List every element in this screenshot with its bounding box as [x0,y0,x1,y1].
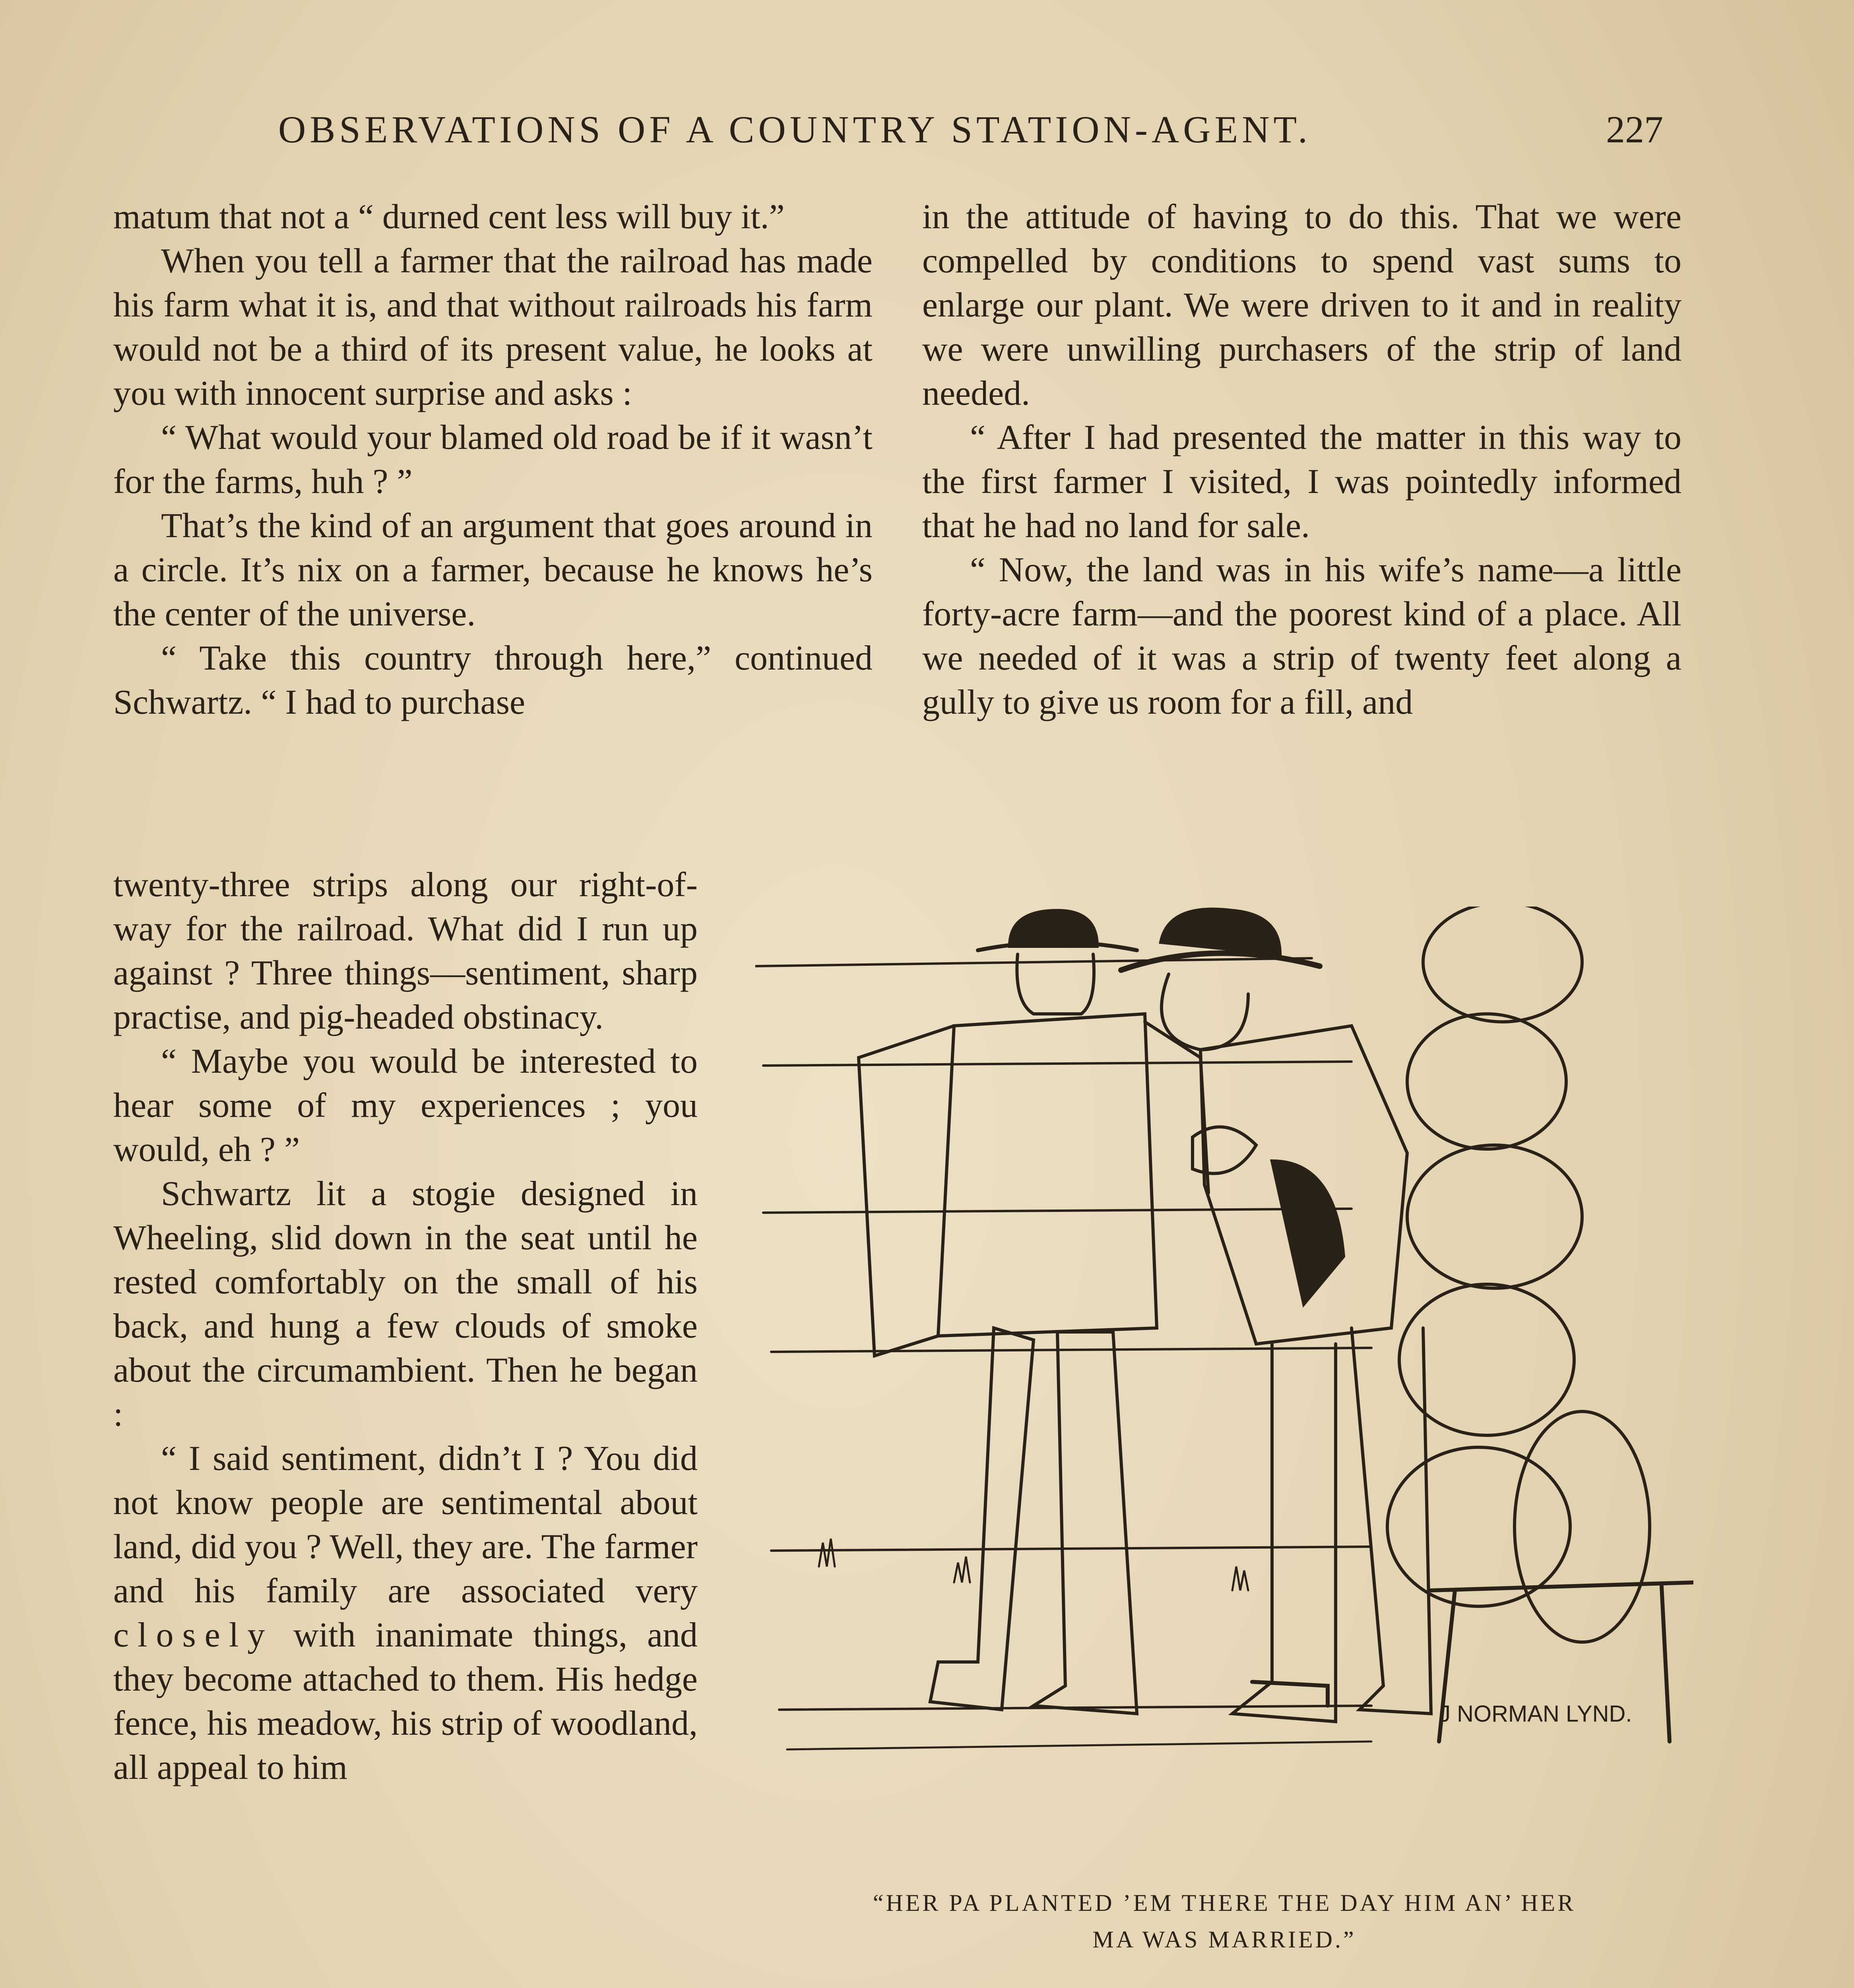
paragraph: in the attitude of having to do this. That we were compelled by conditions to spend vast sums to enlarge our plant. We were driven to it and in reality we were unwilling purchasers of the strip of land needed. [922,198,1681,413]
paragraph-text: with inanimate things, and they become attached to them. His hedge fence, his meadow, his strip of woodland, all appeal to him [113,1616,698,1787]
paragraph: “ After I had presented the matter in this way to the first farmer I visited, I was pointedly informed that he had no land for sale. [922,418,1681,545]
caption-line: “HER PA PLANTED ’EM THERE THE DAY HIM AN’ HER [873,1890,1576,1916]
caption-line: MA WAS MARRIED.” [1092,1926,1356,1953]
artist-signature: J NORMAN LYND. [1439,1701,1632,1727]
illustration-caption [755,1885,1693,1958]
paragraph: “ Maybe you would be interested to hear some of my experiences ; you would, eh ? ” [113,1042,698,1169]
running-head [0,99,1854,151]
left-column-top [113,195,873,724]
letterspaced-word: closely [113,1616,274,1654]
paragraph: That’s the kind of an argument that goes around in a circle. It’s nix on a farmer, because he knows he’s the center of the universe. [113,507,873,633]
left-column-narrow [113,863,698,1790]
paragraph: When you tell a farmer that the railroad has made his farm what it is, and that without railroads his farm would not be a third of its present value, he looks at you with innocent surprise and asks : [113,242,873,413]
page-number: 227 [1606,108,1663,151]
ink-drawing [755,907,1693,1841]
paragraph: twenty-three strips along our right-of-way for the railroad. What did I run up against ? Three things—sentiment, sharp practise, and pig-headed obstinacy. [113,866,698,1037]
paragraph: “ Now, the land was in his wife’s name—a little forty-acre farm—and the poorest kind of a place. All we needed of it was a strip of twenty feet along a gully to give us room for a fill, and [922,551,1681,722]
running-title: OBSERVATIONS OF A COUNTRY STATION-AGENT. [278,108,1312,151]
paragraph [113,1437,698,1790]
paragraph: Schwartz lit a stogie designed in Wheeling, slid down in the seat until he rested comfortably on the small of his back, and hung a few clouds of smoke about the circumambient. Then he began : [113,1175,698,1434]
right-column-top [922,195,1681,724]
paragraph: matum that not a “ durned cent less will buy it.” [113,198,785,236]
paragraph-text: “ I said sentiment, didn’t I ? You did not know people are sentimental about land, did you ? Well, they are. The farmer and his family are associated very [113,1439,698,1610]
paragraph: “ Take this country through here,” continued Schwartz. “ I had to purchase [113,639,873,722]
illustration [755,907,1693,1841]
paragraph: “ What would your blamed old road be if it wasn’t for the farms, huh ? ” [113,418,873,501]
